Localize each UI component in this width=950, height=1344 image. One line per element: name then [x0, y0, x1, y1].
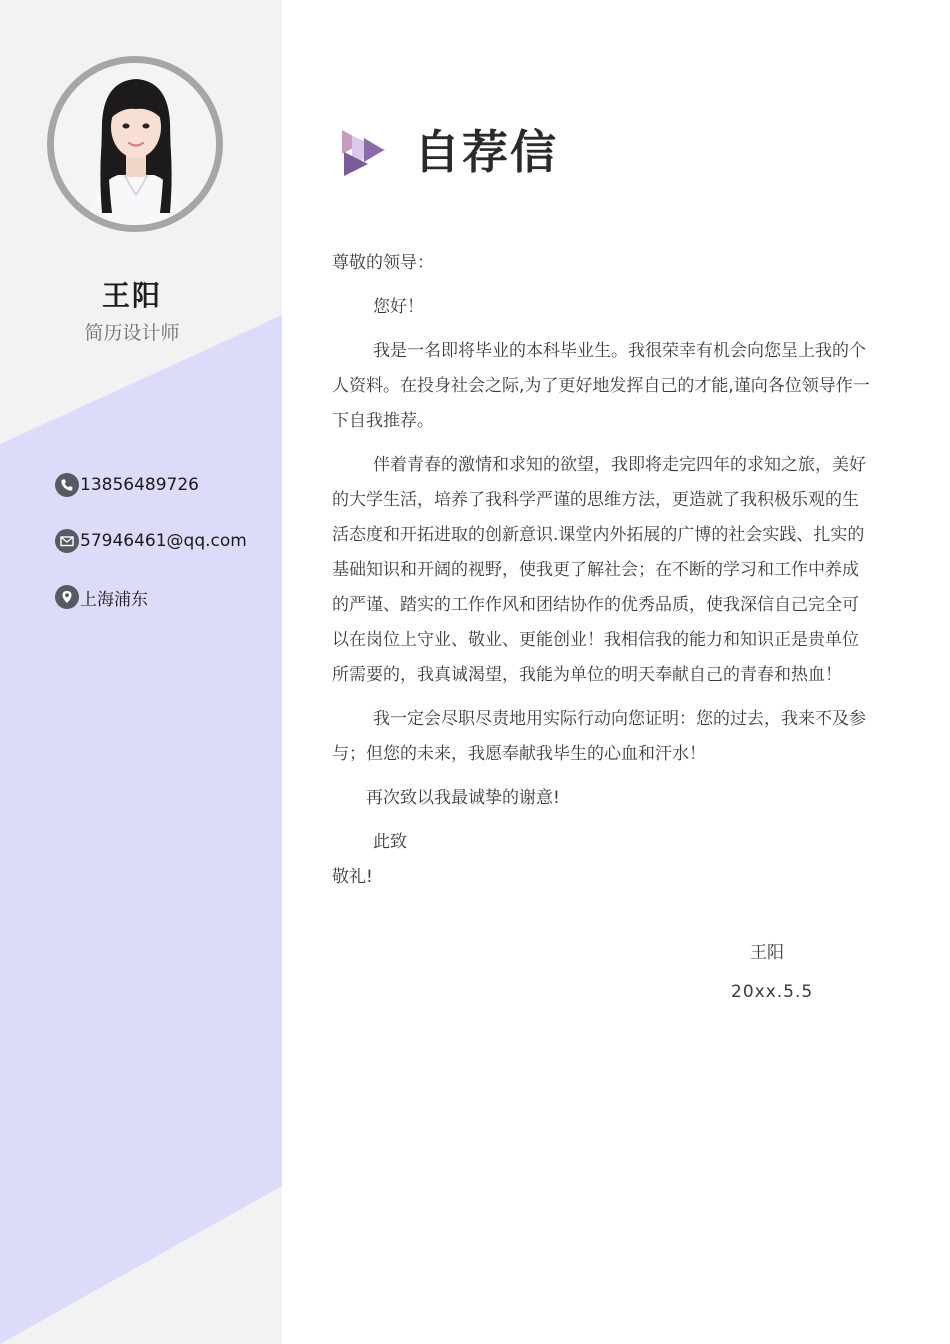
phone-icon	[55, 473, 79, 497]
letter-paragraph-2: 伴着青春的激情和求知的欲望，我即将走完四年的求知之旅，美好的大学生活，培养了我科学严谨的思维方法，更造就了我积极乐观的生活态度和开拓进取的创新意识.课堂内外拓展的广博的社会实践、扎实的基础知识和开阔的视野，使我更了解社会；在不断的学习和工作中养成的严谨、踏实的工作作风和团结协作的优秀品质，使我深信自己完全可以在岗位上守业、敬业、更能创业！我相信我的能力和知识正是贵单位所需要的，我真诚渴望，我能为单位的明天奉献自己的青春和热血！	[332, 455, 866, 685]
mail-icon	[55, 529, 79, 553]
letter-paragraph-3: 我一定会尽职尽责地用实际行动向您证明：您的过去，我来不及参与；但您的未来，我愿奉献我毕生的心血和汗水！	[332, 709, 866, 764]
contact-email	[55, 527, 247, 555]
location-text: 上海浦东	[80, 589, 148, 610]
page-title: 自荐信	[414, 125, 558, 179]
signature-name: 王阳	[750, 943, 784, 963]
letter-thanks: 再次致以我最诚挚的谢意!	[366, 788, 560, 808]
letter-body	[332, 246, 872, 904]
letter-paragraph-1: 我是一名即将毕业的本科毕业生。我很荣幸有机会向您呈上我的个人资料。在投身社会之际,为了更好地发挥自己的才能,谨向各位领导作一下自我推荐。	[332, 341, 870, 431]
signature-date: 20xx.5.5	[731, 982, 814, 1002]
contact-location	[55, 583, 148, 611]
letter-closing-1: 此致	[373, 832, 407, 852]
triangle-logo-icon	[340, 128, 386, 178]
phone-number: 13856489726	[80, 475, 199, 495]
avatar	[47, 56, 223, 232]
location-pin-icon	[55, 585, 79, 609]
profile-job-title: 简历设计师	[84, 322, 180, 344]
letter-salutation: 尊敬的领导：	[332, 253, 434, 273]
letter-greeting: 您好！	[373, 297, 424, 317]
email-address: 57946461@qq.com	[80, 531, 247, 551]
contact-phone	[55, 471, 199, 499]
avatar-photo	[54, 63, 216, 225]
sidebar	[0, 0, 282, 1344]
profile-name: 王阳	[101, 279, 162, 312]
letter-closing-2: 敬礼!	[332, 867, 373, 887]
